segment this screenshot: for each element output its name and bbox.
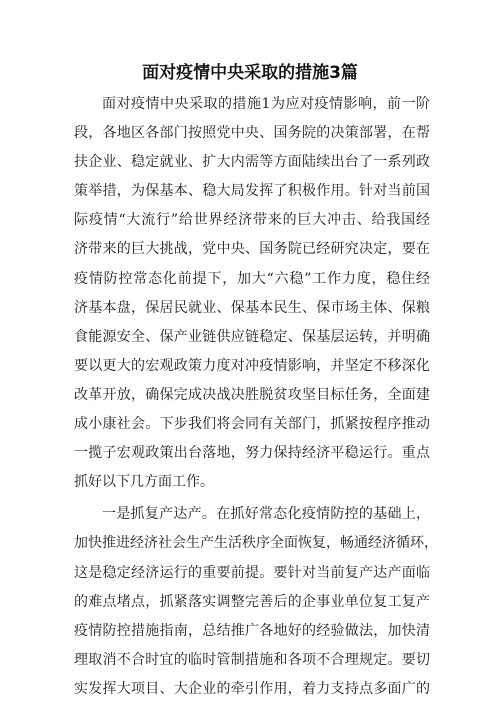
paragraph-line: 改革开放，确保完成决战决胜脱贫攻坚目标任务，全面建 xyxy=(74,386,430,403)
document-title: 面对疫情中央采取的措施3篇 xyxy=(142,63,358,83)
paragraph-2 xyxy=(74,500,438,704)
paragraph-line: 食能源安全、保产业链供应链稳定、保基层运转，并明确 xyxy=(74,328,430,345)
paragraph-1 xyxy=(74,90,430,497)
paragraph-line: 一揽子宏观政策出台落地，努力保持经济平稳运行。重点 xyxy=(74,445,430,462)
paragraph-line: 要以更大的宏观政策力度对冲疫情影响，并坚定不移深化 xyxy=(74,357,430,374)
paragraph-line: 段，各地区各部门按照党中央、国务院的决策部署，在帮 xyxy=(74,125,430,142)
paragraph-line: 成小康社会。下步我们将会同有关部门，抓紧按程序推动 xyxy=(74,416,430,433)
paragraph-line: 面对疫情中央采取的措施1为应对疫情影响，前一阶 xyxy=(102,96,430,112)
paragraph-line: 这是稳定经济运行的重要前提。要针对当前复产达产面临 xyxy=(74,564,430,581)
paragraph-line: 际疫情“大流行”给世界经济带来的巨大冲击、给我国经 xyxy=(74,212,430,229)
paragraph-line: 抓好以下几方面工作。 xyxy=(74,474,214,491)
paragraph-line: 济带来的巨大挑战，党中央、国务院已经研究决定，要在 xyxy=(74,241,430,258)
paragraph-line: 疫情防控常态化前提下，加大“六稳”工作力度，稳住经 xyxy=(74,270,430,287)
paragraph-line: 实发挥大项目、大企业的牵引作用，着力支持点多面广的 xyxy=(74,680,430,697)
paragraph-line: 理取消不合时宜的临时管制措施和各项不合理规定。要切 xyxy=(74,651,430,668)
paragraph-line: 济基本盘，保居民就业、保基本民生、保市场主体、保粮 xyxy=(74,299,430,316)
document-body xyxy=(74,90,438,707)
paragraph-line: 扶企业、稳定就业、扩大内需等方面陆续出台了一系列政 xyxy=(74,154,430,171)
paragraph-line: 疫情防控措施指南，总结推广各地好的经验做法，加快清 xyxy=(74,622,430,639)
paragraph-line: 的难点堵点，抓紧落实调整完善后的企事业单位复工复产 xyxy=(74,593,430,610)
paragraph-line: 策举措，为保基本、稳大局发挥了积极作用。针对当前国 xyxy=(74,183,430,200)
paragraph-line: 一是抓复产达产。在抓好常态化疫情防控的基础上， xyxy=(102,506,430,523)
paragraph-line: 加快推进经济社会生产生活秩序全面恢复，畅通经济循环， xyxy=(74,535,438,552)
